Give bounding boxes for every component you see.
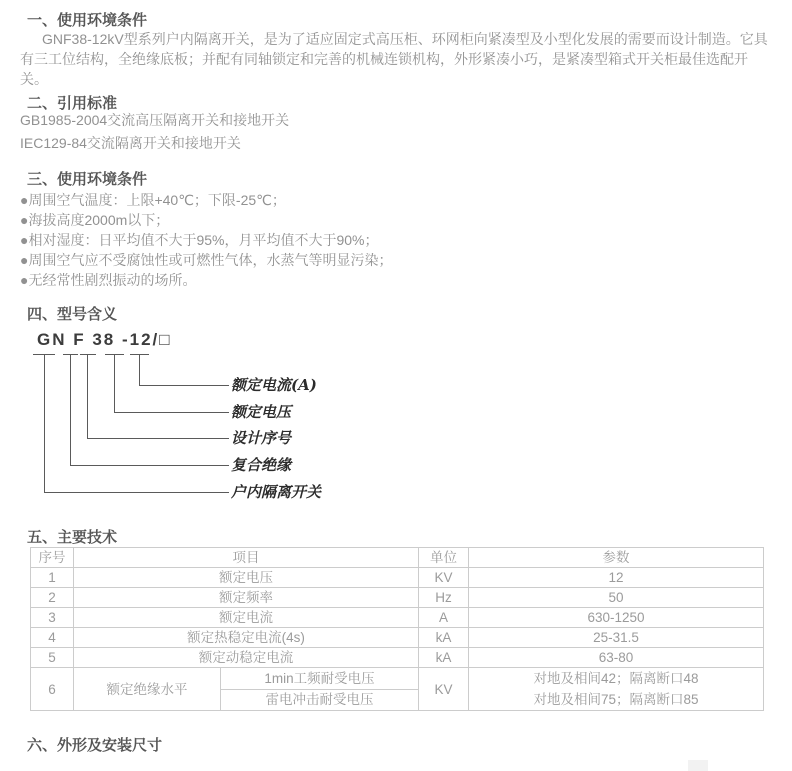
table-header-row (31, 548, 764, 568)
table-cell-item: 额定频率 (74, 588, 419, 608)
diagram-leader-vertical (87, 354, 88, 438)
table-cell-param: 12 (469, 568, 764, 588)
section-6-heading: 六、外形及安装尺寸 (27, 737, 163, 754)
table-row (31, 568, 764, 588)
table-cell-param: 63-80 (469, 648, 764, 668)
diagram-leader-horizontal (44, 492, 229, 493)
table-cell-no: 1 (31, 568, 74, 588)
table-cell-no: 5 (31, 648, 74, 668)
param-line: 对地及相间42；隔离断口48 (533, 671, 699, 686)
table-cell-param: 50 (469, 588, 764, 608)
model-code: GN F 38 -12/□ (37, 330, 172, 349)
table-cell-unit: Hz (419, 588, 469, 608)
diagram-leader-vertical (139, 354, 140, 385)
table-cell-item: 额定绝缘水平 (74, 668, 221, 711)
diagram-leader-horizontal (114, 412, 229, 413)
table-row (31, 588, 764, 608)
table-cell-unit: A (419, 608, 469, 628)
table-header-cell: 项目 (74, 548, 419, 568)
usage-bullet: ●周围空气温度：上限+40℃；下限-25℃； (20, 192, 286, 208)
table-row (31, 628, 764, 648)
table-header-cell: 参数 (469, 548, 764, 568)
table-cell-param (469, 668, 764, 711)
diagram-leader-horizontal (139, 385, 229, 386)
usage-bullet: ●相对湿度：日平均值不大于95%，月平均值不大于90%； (20, 232, 379, 248)
table-header-cell: 单位 (419, 548, 469, 568)
diagram-leader-horizontal (70, 465, 229, 466)
section-5-heading: 五、主要技术 (27, 529, 118, 546)
param-line: 对地及相间75；隔离断口85 (533, 692, 699, 707)
table-row (31, 608, 764, 628)
usage-bullet: ●海拔高度2000m以下； (20, 212, 170, 228)
standard-line: GB1985-2004交流高压隔离开关和接地开关 (20, 112, 290, 128)
table-cell-subitem: 1min工频耐受电压 (221, 668, 419, 690)
usage-bullet: ●周围空气应不受腐蚀性或可燃性气体，水蒸气等明显污染； (20, 252, 393, 268)
table-cell-subitem: 雷电冲击耐受电压 (221, 689, 419, 711)
standard-line: IEC129-84交流隔离开关和接地开关 (20, 135, 241, 151)
table-cell-item: 额定电压 (74, 568, 419, 588)
table-cell-no: 3 (31, 608, 74, 628)
diagram-leader-horizontal (87, 438, 229, 439)
diagram-tick (80, 354, 96, 355)
table-cell-no: 6 (31, 668, 74, 711)
table-cell-unit: kA (419, 648, 469, 668)
diagram-label: 额定电压 (231, 403, 292, 421)
diagram-label: 复合绝缘 (231, 456, 292, 474)
section-4-heading: 四、型号含义 (27, 306, 118, 323)
diagram-label: 户内隔离开关 (231, 483, 322, 501)
table-header-cell: 序号 (31, 548, 74, 568)
table-row (31, 668, 764, 690)
table-cell-param: 25-31.5 (469, 628, 764, 648)
table-cell-item: 额定热稳定电流(4s) (74, 628, 419, 648)
table-cell-unit: KV (419, 668, 469, 711)
page-bottom-artifact (688, 760, 708, 771)
table-cell-no: 2 (31, 588, 74, 608)
diagram-label: 额定电流(A) (231, 376, 317, 394)
table-cell-item: 额定电流 (74, 608, 419, 628)
diagram-leader-vertical (70, 354, 71, 465)
section-3-heading: 三、使用环境条件 (27, 171, 148, 188)
section-2-heading: 二、引用标准 (27, 95, 118, 112)
diagram-leader-vertical (114, 354, 115, 412)
table-cell-param: 630-1250 (469, 608, 764, 628)
section-1-heading: 一、使用环境条件 (27, 12, 148, 29)
table-cell-unit: KV (419, 568, 469, 588)
tech-table (30, 547, 764, 711)
table-cell-no: 4 (31, 628, 74, 648)
diagram-leader-vertical (44, 354, 45, 492)
usage-bullet: ●无经常性剧烈振动的场所。 (20, 272, 197, 288)
diagram-label: 设计序号 (231, 429, 292, 447)
intro-paragraph: GNF38-12kV型系列户内隔离开关，是为了适应固定式高压柜、环网柜向紧凑型及小型化发展的需要而设计制造。它具有三工位结构，全绝缘底板；并配有同轴锁定和完善的机械连锁机构，外形紧凑小巧，是紧凑型箱式开关柜最佳选配开关。 (20, 31, 768, 87)
table-cell-unit: kA (419, 628, 469, 648)
table-cell-item: 额定动稳定电流 (74, 648, 419, 668)
table-row (31, 648, 764, 668)
